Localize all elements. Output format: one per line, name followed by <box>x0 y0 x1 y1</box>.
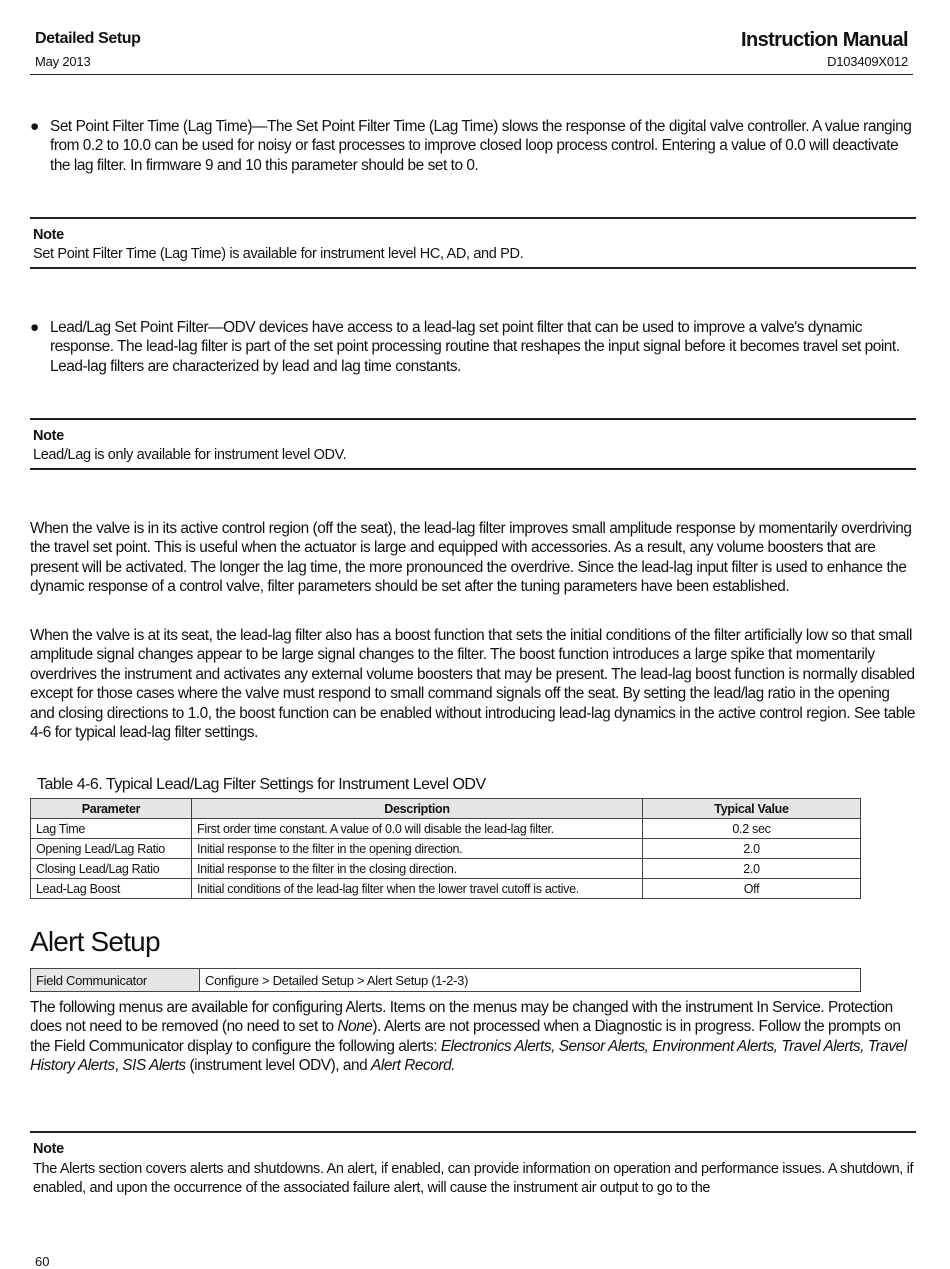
table-cell: 2.0 <box>643 839 861 859</box>
bullet-icon: ● <box>30 118 39 135</box>
lead-lag-settings-table <box>30 798 861 899</box>
table-cell: Initial response to the filter in the closing direction. <box>192 859 643 879</box>
field-communicator-path <box>30 968 861 992</box>
table-cell: Lag Time <box>31 819 192 839</box>
text-run-italic: None <box>337 1018 373 1036</box>
fc-menu-path: Configure > Detailed Setup > Alert Setup (1-2-3) <box>200 969 861 992</box>
table-cell: Lead-Lag Boost <box>31 879 192 899</box>
column-header: Parameter <box>31 799 192 819</box>
page-number: 60 <box>35 1254 50 1269</box>
table-cell: First order time constant. A value of 0.0 will disable the lead-lag filter. <box>192 819 643 839</box>
text-run: , <box>114 1057 123 1075</box>
column-header: Typical Value <box>643 799 861 819</box>
note-text: Set Point Filter Time (Lag Time) is available for instrument level HC, AD, and PD. <box>33 246 524 262</box>
document-title: Instruction Manual <box>741 29 908 51</box>
body-paragraph: When the valve is in its active control region (off the seat), the lead-lag filter improves small amplitude response by momentarily overdriving the travel set point. This is useful when the actuator is large and equipped with accessories. As a result, any volume boosters that are present will be activated. The longer the lag time, the more pronounced the overdrive. Since the lead-lag input filter is used to enhance the dynamic response of a control valve, filter parameters should be set after the tuning parameters have been established. <box>30 520 912 596</box>
section-heading: Alert Setup <box>30 926 160 957</box>
text-run: ). Alerts are not processed when a Diagnostic is in progress. Follow the prompts on the Field Communicator display to configure the following alerts: <box>30 1018 901 1055</box>
bullet-set-point-filter-time <box>30 117 915 175</box>
note-title: Note <box>33 227 64 243</box>
bullet-icon: ● <box>30 319 39 336</box>
text-run: The following menus are available for configuring Alerts. Items on the menus may be changed with the instrument In Service. Protection does not need to be removed (no need to set to <box>30 999 893 1036</box>
text-run-italic: Alert Record. <box>371 1057 456 1075</box>
text-run: (instrument level ODV), and <box>185 1057 372 1075</box>
bullet-lead-lag-filter <box>30 318 915 376</box>
table-cell: Initial conditions of the lead-lag filter when the lower travel cutoff is active. <box>192 879 643 899</box>
header-divider <box>30 74 913 75</box>
note-box <box>30 217 916 269</box>
table-row <box>31 819 861 839</box>
note-box <box>30 1131 916 1226</box>
table-cell: 2.0 <box>643 859 861 879</box>
table-cell: Initial response to the filter in the opening direction. <box>192 839 643 859</box>
table-row <box>31 879 861 899</box>
note-title: Note <box>33 428 64 444</box>
bullet-term: Set Point Filter Time (Lag Time) <box>50 118 252 135</box>
note-box <box>30 418 916 470</box>
alert-intro-paragraph <box>30 998 915 1076</box>
table-caption: Table 4-6. Typical Lead/Lag Filter Settings for Instrument Level ODV <box>37 776 486 793</box>
table-header-row <box>31 799 861 819</box>
section-title: Detailed Setup <box>35 30 141 47</box>
column-header: Description <box>192 799 643 819</box>
note-title: Note <box>33 1141 64 1157</box>
note-text: The Alerts section covers alerts and shutdowns. An alert, if enabled, can provide information on operation and performance issues. A shutdown, if enabled, and upon the occurrence of the associated failure alert, will cause the instrument air output to go to the <box>33 1161 914 1196</box>
bullet-text: —The Set Point Filter Time (Lag Time) slows the response of the digital valve controller. A value ranging from 0.2 to 10.0 can be used for noisy or fast processes to improve closed loop process control. Entering a value of 0.0 will deactivate the lag filter. In firmware 9 and 10 this parameter should be set to 0. <box>50 118 912 174</box>
bullet-term: Lead/Lag Set Point Filter <box>50 319 209 336</box>
table-cell: Off <box>643 879 861 899</box>
table-row <box>31 859 861 879</box>
bullet-text: —ODV devices have access to a lead-lag set point filter that can be used to improve a valve's dynamic response. The lead-lag filter is part of the set point processing routine that reshapes the input signal before it becomes travel set point. Lead-lag filters are characterized by lead and lag time constants. <box>50 319 900 375</box>
body-paragraph: When the valve is at its seat, the lead-lag filter also has a boost function that sets the initial conditions of the filter artificially low so that small amplitude signal changes appear to be large signal changes to the filter. The boost function introduces a large spike that momentarily overdrives the instrument and activates any external volume boosters that may be present. The lead-lag boost function is normally disabled except for those cases where the valve must respond to small command signals off the seat. By setting the lead/lag ratio in the opening and closing directions to 1.0, the boost function can be enabled without introducing lead-lag dynamics in the active control region. See table 4-6 for typical lead-lag filter settings. <box>30 627 915 742</box>
text-run-italic: Electronics Alerts, Sensor Alerts, Environment Alerts, Travel Alerts, Travel History Alerts <box>30 1037 907 1075</box>
table-cell: Opening Lead/Lag Ratio <box>31 839 192 859</box>
table-row <box>31 839 861 859</box>
table-cell: 0.2 sec <box>643 819 861 839</box>
publication-date: May 2013 <box>35 54 91 69</box>
fc-label: Field Communicator <box>31 969 200 992</box>
table-cell: Closing Lead/Lag Ratio <box>31 859 192 879</box>
note-text: Lead/Lag is only available for instrument level ODV. <box>33 447 347 463</box>
document-number: D103409X012 <box>827 54 908 69</box>
text-run-italic: SIS Alerts <box>122 1057 186 1075</box>
